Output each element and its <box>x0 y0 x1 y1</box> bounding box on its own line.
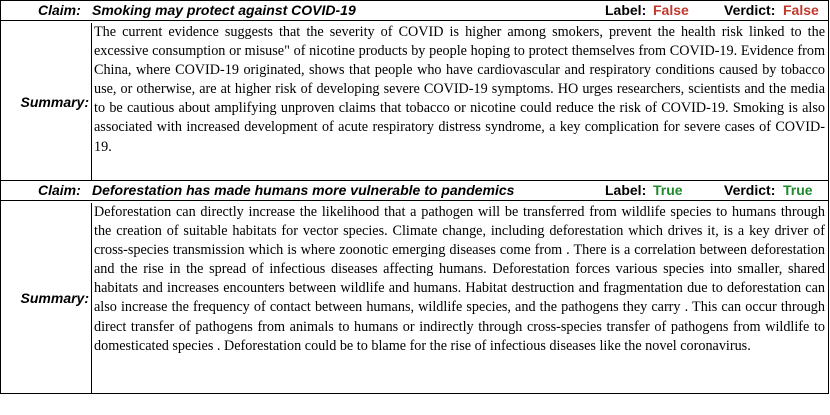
summary-key: Summary: <box>1 23 92 180</box>
summary-key: Summary: <box>1 203 92 393</box>
summary-row-2 <box>1 201 828 393</box>
label-value: True <box>653 182 683 198</box>
verdict-value: False <box>783 2 819 18</box>
verdict-key: Verdict: <box>724 2 776 18</box>
summary-row-1 <box>1 21 828 180</box>
claim-row-2 <box>1 180 828 201</box>
claim-row-1 <box>1 0 828 21</box>
claim-key: Claim: <box>38 2 81 18</box>
claim-text: Smoking may protect against COVID-19 <box>92 2 356 18</box>
verdict-value: True <box>783 182 813 198</box>
claim-key: Claim: <box>38 182 81 198</box>
label-key: Label: <box>605 182 647 198</box>
summary-text: Deforestation can directly increase the likelihood that a pathogen will be transferred from wildlife species to humans through the creation of suitable habitats for vector species. Climate change, including deforestation which drives it, is a key driver of cross-species transmission which is where zoonotic emerging diseases come from . There is a correlation between deforestation and the rise in the spread of infectious diseases affecting humans. Deforestation forces various species into smaller, shared habitats and increases encounters between wildlife and humans. Habitat destruction and fragmentation due to deforestation can also increase the frequency of contact between humans, wildlife species, and the pathogens they carry . This can occur through direct transfer of pathogens from animals to humans or indirectly through cross-species transfer of pathogens from wildlife to domesticated species . Deforestation could be to blame for the rise of infectious diseases like the novel coronavirus. <box>94 204 825 354</box>
verdict-key: Verdict: <box>724 182 776 198</box>
label-key: Label: <box>605 2 647 18</box>
label-value: False <box>653 2 689 18</box>
claim-text: Deforestation has made humans more vulnerable to pandemics <box>92 182 515 198</box>
summary-text: The current evidence suggests that the severity of COVID is higher among smokers, prevent the health risk linked to the excessive consumption or misuse" of nicotine products by people hoping to protect themselves from COVID-19. Evidence from China, where COVID-19 originated, shows that people who have cardiovascular and respiratory conditions caused by tobacco use, or otherwise, are at higher risk of developing severe COVID-19 symptoms. HO urges researchers, scientists and the media to be cautious about amplifying unproven claims that tobacco or nicotine could reduce the risk of COVID-19. Smoking is also associated with increased development of acute respiratory distress syndrome, a key complication for severe cases of COVID-19. <box>94 24 825 155</box>
